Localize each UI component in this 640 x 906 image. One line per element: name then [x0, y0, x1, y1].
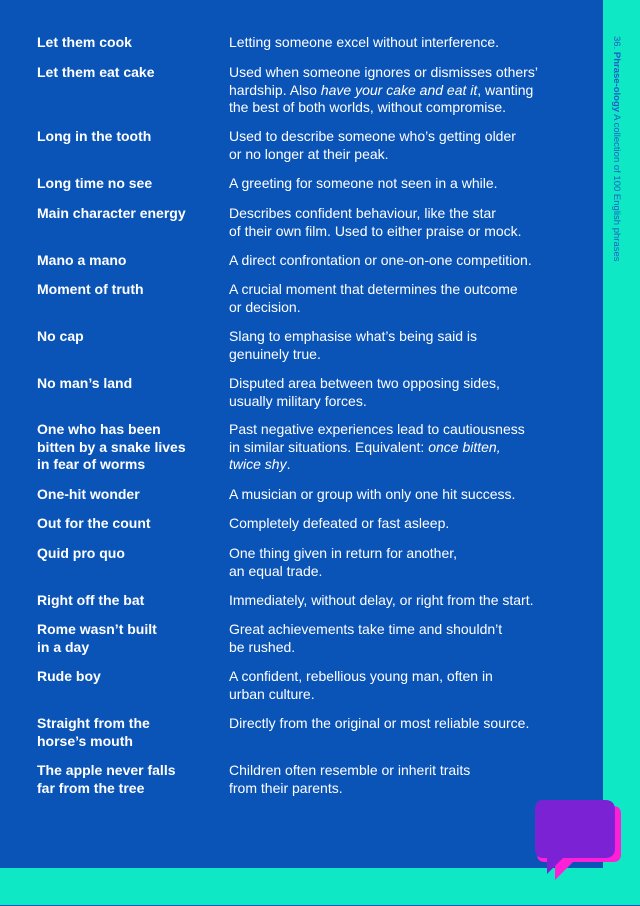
phrase-term — [37, 515, 222, 533]
phrase-term — [37, 545, 222, 563]
phrase-definition-line — [229, 456, 569, 474]
phrase-term-line: Main character energy — [37, 205, 186, 221]
definition-text: the best of both worlds, without compromise. — [229, 99, 507, 115]
phrase-term-line: Let them eat cake — [37, 64, 155, 80]
phrase-term-line: horse’s mouth — [37, 732, 133, 749]
phrase-definition — [229, 128, 569, 163]
definition-text: Letting someone excel without interference. — [229, 34, 500, 50]
definition-text: Used when someone ignores or dismisses others’ — [229, 64, 538, 80]
phrase-term-line: Right off the bat — [37, 592, 145, 608]
definition-text: , wanting — [477, 81, 534, 98]
phrase-definition-line — [229, 252, 569, 270]
phrase-term — [37, 64, 222, 82]
phrase-definition-line — [229, 393, 569, 411]
phrase-definition — [229, 486, 569, 504]
phrase-term-line: One-hit wonder — [37, 486, 140, 502]
phrase-term-line: Mano a mano — [37, 252, 127, 268]
phrase-definition-line — [229, 686, 569, 704]
phrase-definition-line — [229, 82, 569, 100]
phrase-term-line: Let them cook — [37, 34, 132, 50]
phrase-definition-line — [229, 328, 569, 346]
phrase-term-line: Quid pro quo — [37, 545, 125, 561]
phrase-definition-line — [229, 223, 569, 241]
definition-text: an equal trade. — [229, 562, 323, 579]
phrase-definition-line — [229, 668, 569, 686]
definition-text: be rushed. — [229, 638, 296, 655]
definition-text: urban culture. — [229, 685, 315, 702]
phrase-term — [37, 128, 222, 146]
definition-text: hardship. Also — [229, 81, 321, 98]
running-header — [611, 36, 622, 262]
phrase-definition — [229, 205, 569, 240]
phrase-definition-line — [229, 780, 569, 798]
phrase-term — [37, 762, 222, 797]
phrase-term — [37, 592, 222, 610]
phrase-definition — [229, 762, 569, 797]
phrase-definition — [229, 515, 569, 533]
definition-text: A musician or group with only one hit success. — [229, 486, 516, 502]
phrase-term-line: Long in the tooth — [37, 128, 152, 144]
phrase-definition — [229, 34, 569, 52]
phrase-term — [37, 175, 222, 193]
phrase-definition-line — [229, 64, 569, 82]
phrase-definition-line — [229, 281, 569, 299]
phrase-definition-line — [229, 439, 569, 457]
definition-text: Describes confident behaviour, like the star — [229, 205, 496, 221]
phrase-term — [37, 621, 222, 656]
phrase-definition-line — [229, 621, 569, 639]
definition-text: or decision. — [229, 298, 301, 315]
definition-text: A greeting for someone not seen in a while. — [229, 175, 498, 191]
phrase-definition-line — [229, 639, 569, 657]
definition-text: One thing given in return for another, — [229, 545, 458, 561]
phrase-term — [37, 486, 222, 504]
phrase-term-line: Out for the count — [37, 515, 151, 531]
phrase-term — [37, 715, 222, 750]
phrase-definition — [229, 715, 569, 733]
phrase-definition-line — [229, 99, 569, 117]
phrase-definition — [229, 252, 569, 270]
definition-text: A crucial moment that determines the outcome — [229, 281, 518, 297]
phrase-definition — [229, 592, 569, 610]
phrase-definition — [229, 621, 569, 656]
phrase-definition — [229, 375, 569, 410]
page-number: 36. — [611, 36, 622, 50]
phrase-definition — [229, 421, 569, 474]
phrase-definition-line — [229, 486, 569, 504]
definition-text: or no longer at their peak. — [229, 145, 389, 162]
phrase-term-line: Long time no see — [37, 175, 153, 191]
phrase-term-line: in a day — [37, 638, 90, 655]
italic-phrase: once bitten, — [428, 438, 501, 455]
phrase-definition — [229, 175, 569, 193]
phrase-definition-line — [229, 762, 569, 780]
phrase-term — [37, 421, 222, 474]
definition-text: usually military forces. — [229, 392, 367, 409]
definition-text: Disputed area between two opposing sides, — [229, 375, 500, 391]
italic-phrase: have your cake and eat it — [320, 81, 478, 98]
phrase-term — [37, 281, 222, 299]
phrase-definition-line — [229, 346, 569, 364]
definition-text: A confident, rebellious young man, often in — [229, 668, 493, 684]
phrase-term-line: far from the tree — [37, 779, 145, 796]
section-title: Phrase-ology — [611, 51, 622, 113]
definition-text: Immediately, without delay, or right from the start. — [229, 592, 534, 608]
phrase-definition-line — [229, 592, 569, 610]
definition-text: Slang to emphasise what’s being said is — [229, 328, 478, 344]
definition-text: . — [286, 456, 291, 472]
phrase-definition-line — [229, 563, 569, 581]
italic-phrase: twice shy — [229, 456, 287, 472]
section-subtitle: A collection of 100 English phrases — [611, 114, 622, 262]
definition-text: in similar situations. Equivalent: — [229, 438, 429, 455]
definition-text: from their parents. — [229, 779, 343, 796]
phrase-definition-line — [229, 545, 569, 563]
phrase-term-line: No cap — [37, 328, 84, 344]
phrase-term — [37, 205, 222, 223]
definition-text: Directly from the original or most reliable source. — [229, 715, 530, 731]
phrase-definition-line — [229, 34, 569, 52]
definition-text: genuinely true. — [229, 345, 321, 362]
phrase-definition-line — [229, 128, 569, 146]
speech-bubble-icon — [533, 796, 623, 906]
phrase-definition-line — [229, 205, 569, 223]
phrase-term-line: Straight from the — [37, 715, 150, 731]
definition-text: A direct confrontation or one-on-one competition. — [229, 252, 532, 268]
phrase-definition — [229, 64, 569, 117]
phrase-definition — [229, 545, 569, 580]
phrase-term-line: One who has been — [37, 421, 161, 437]
definition-text: Past negative experiences lead to cautiousness — [229, 421, 525, 437]
phrase-definition-line — [229, 299, 569, 317]
phrase-definition-line — [229, 515, 569, 533]
definition-text: Used to describe someone who’s getting older — [229, 128, 516, 144]
phrase-term — [37, 328, 222, 346]
phrase-term-line: Rome wasn’t built — [37, 621, 157, 637]
phrase-term — [37, 668, 222, 686]
phrase-definition — [229, 281, 569, 316]
phrase-term-line: bitten by a snake lives — [37, 438, 186, 455]
definition-text: Children often resemble or inherit traits — [229, 762, 471, 778]
phrase-definition-line — [229, 421, 569, 439]
phrase-term — [37, 252, 222, 270]
definition-text: Completely defeated or fast asleep. — [229, 515, 450, 531]
phrase-term-line: No man’s land — [37, 375, 133, 391]
phrase-term — [37, 34, 222, 52]
phrase-term-line: Moment of truth — [37, 281, 144, 297]
phrase-term-line: Rude boy — [37, 668, 101, 684]
phrase-term-line: The apple never falls — [37, 762, 176, 778]
phrase-term-line: in fear of worms — [37, 456, 146, 472]
definition-text: of their own film. Used to either praise or mock. — [229, 222, 522, 239]
phrase-definition-line — [229, 175, 569, 193]
phrase-definition-line — [229, 375, 569, 393]
phrase-definition-line — [229, 146, 569, 164]
phrase-definition — [229, 328, 569, 363]
phrase-term — [37, 375, 222, 393]
phrase-definition-line — [229, 715, 569, 733]
phrase-definition — [229, 668, 569, 703]
definition-text: Great achievements take time and shouldn’t — [229, 621, 503, 637]
